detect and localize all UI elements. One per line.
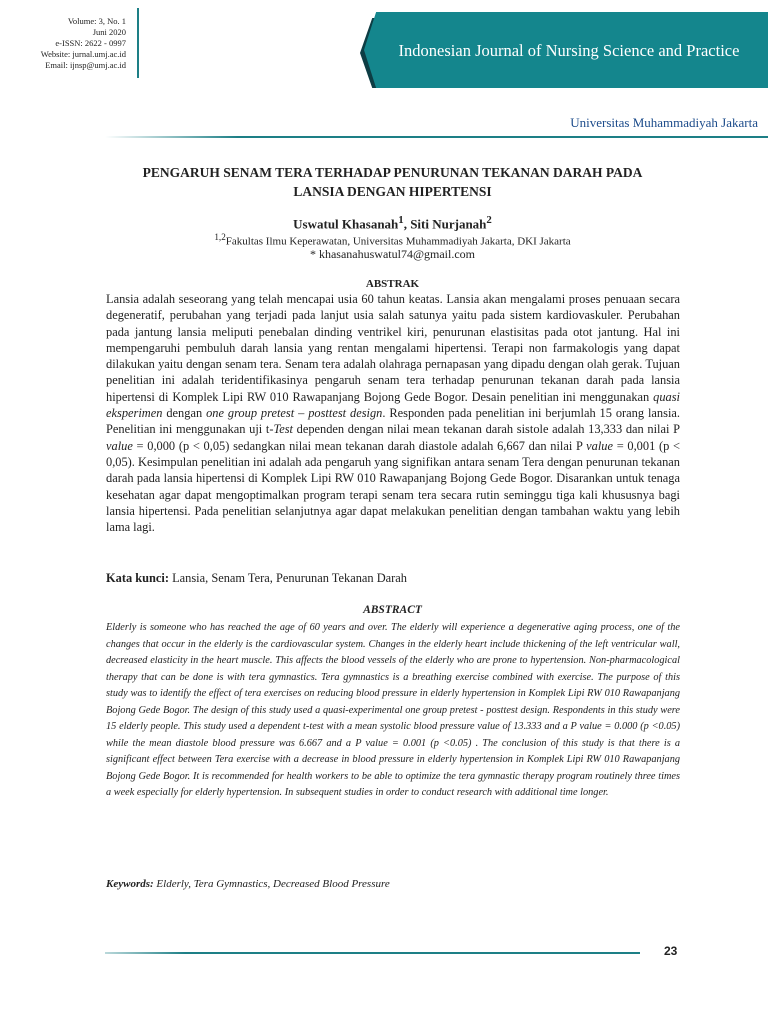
- journal-title: Indonesian Journal of Nursing Science and Practice: [398, 41, 740, 60]
- footer-rule: [105, 952, 640, 954]
- abstrak-body: [106, 291, 680, 535]
- corresponding-email: * khasanahuswatul74@gmail.com: [309, 247, 476, 261]
- abstrak-text: . Responden pada penelitian ini berjumlah 15 orang lansia. Penelitian ini menggunakan uji t-: [106, 406, 680, 437]
- kata-kunci: [106, 571, 680, 586]
- header-rule: [105, 136, 768, 138]
- abstrak-italic: one group pretest – posttest design: [206, 406, 383, 421]
- journal-banner: [360, 12, 768, 94]
- page-number: 23: [664, 944, 678, 958]
- university-name: Universitas Muhammadiyah Jakarta: [570, 115, 758, 130]
- kata-kunci-value: Lansia, Senam Tera, Penurunan Tekanan Darah: [169, 571, 407, 585]
- abstract-body: Elderly is someone who has reached the age of 60 years and over. The elderly will experience a degenerative aging process, one of the changes that occur in the elderly is the cardiovascular system. Changes in the elderly heart include thickening of the left ventricular wall, decreased elasticity in the heart muscle. This affects the blood vessels of the elderly who are prone to hypertension. Non-pharmacological therapy that can be done is with tera gymnastics. Tera gymnastics is a breathing exercise combined with exercise. The purpose of this study was to identify the effect of tera exercises on reducing blood pressure in elderly hypertension in Komplek Lipi RW 010 Rawapanjang Bojong Gede Bogor. The design of this study used a quasi-experimental one group pretest - posttest design. Respondents in this study were 15 elderly people. This study used a dependent t-test with a mean systolic blood pressure value of 13.333 and a P value = 0.000 (p <0.05) while the mean diastole blood pressure was 6.667 and a P value = 0.001 (p <0.05) . The conclusion of this study is that there is a significant effect between Tera exercise with a decrease in blood pressure in elderly hypertension in Komplek Lipi RW 010 Rawapanjang Bojong Gede Bogor. It is recommended for health workers to be able to optimize the tera gymnastic therapy program routinely three times a week especially for elderly hypertension. In subsequent studies in order to conduct research with additional time longer.: [106, 622, 680, 798]
- author-1: Uswatul Khasanah: [293, 216, 399, 232]
- abstrak-text: = 0,000 (p < 0,05) sedangkan nilai mean tekanan darah diastole adalah 6,667 dan nilai P: [132, 438, 587, 453]
- volume-text: Volume: 3, No. 1: [67, 16, 126, 26]
- author-1-sup: 1: [398, 214, 404, 226]
- abstrak-text: Lansia adalah seseorang yang telah mencapai usia 60 tahun keatas. Lansia akan mengalami proses penuaan secara degeneratif, perubahan yang terjadi pada lanjut usia salah satunya yaitu pada sistem kardiovaskuler. Perubahan pada jantung lansia meliputi penebalan dinding ventrikel kiri, penurunan elastisitas pada otot jantung. Hal ini mempengaruhi pembuluh darah lansia yang rentan mengalami hipertensi. Terapi non farmakologis yang dapat dilakukan yaitu dengan senam tera. Senam tera adalah olahraga pernapasan yang dipadu dengan olah gerak. Tujuan penelitian ini adalah teridentifikasinya pengaruh senam tera terhadap penurunan tekanan darah pada lansia hipertensi di Komplek Lipi RW 010 Rawapanjang Bojong Gede Bogor. Desain penelitian ini menggunakan: [106, 292, 680, 404]
- abstract-heading: ABSTRACT: [363, 604, 422, 616]
- author-2-sup: 2: [486, 214, 492, 226]
- authors: [100, 214, 685, 232]
- abstrak-text: dependen dengan nilai mean tekanan darah sistole adalah 13,333 dan nilai P: [292, 422, 680, 437]
- header-divider: [137, 8, 139, 78]
- title-line-2: LANSIA DENGAN HIPERTENSI: [293, 184, 492, 199]
- eissn-text: e-ISSN: 2622 - 0997: [55, 38, 126, 48]
- journal-email-text: Email: ijnsp@umj.ac.id: [45, 60, 126, 70]
- abstrak-text: = 0,001 (p < 0,05). Kesimpulan penelitian ini adalah ada pengaruh yang signifikan antara senam Tera dengan penurunan tekanan darah pada lansia hipertensi di Komplek Lipi RW 010 Rawapanjang Bojong Gede Bogor. Disarankan untuk tenaga kesehatan agar dapat mengoptimalkan program terapi senam tera secara rutin seminggu tiga kali khususnya bagi lansia hipertensi. Pada penelitian selanjutnya agar dapat melakukan penelitian dengan tambahan waktu yang lebih lama lagi.: [106, 438, 680, 535]
- journal-meta: [18, 16, 126, 71]
- abstrak-italic: quasi eksperimen: [106, 389, 680, 421]
- affiliation-text: Fakultas Ilmu Keperawatan, Universitas Muhammadiyah Jakarta, DKI Jakarta: [225, 235, 571, 248]
- author-2: Siti Nurjanah: [410, 216, 487, 232]
- author-separator: ,: [403, 216, 411, 232]
- date-text: Juni 2020: [92, 27, 126, 37]
- keywords: [106, 878, 680, 890]
- affiliation-sup: 1,2: [214, 232, 226, 242]
- keywords-value: Elderly, Tera Gymnastics, Decreased Blood Pressure: [153, 878, 390, 890]
- website-text: Website: jurnal.umj.ac.id: [40, 49, 126, 59]
- abstrak-text: dengan: [162, 406, 207, 421]
- abstrak-italic: value: [586, 438, 613, 453]
- abstrak-italic: value: [106, 438, 133, 453]
- keywords-label: Keywords:: [106, 878, 154, 890]
- affiliation: [100, 232, 685, 248]
- kata-kunci-label: Kata kunci:: [106, 571, 169, 585]
- abstrak-heading: ABSTRAK: [365, 278, 420, 290]
- title-line-1: PENGARUH SENAM TERA TERHADAP PENURUNAN TEKANAN DARAH PADA: [142, 165, 643, 180]
- abstrak-italic: Test: [273, 422, 293, 437]
- article-title: [100, 163, 685, 201]
